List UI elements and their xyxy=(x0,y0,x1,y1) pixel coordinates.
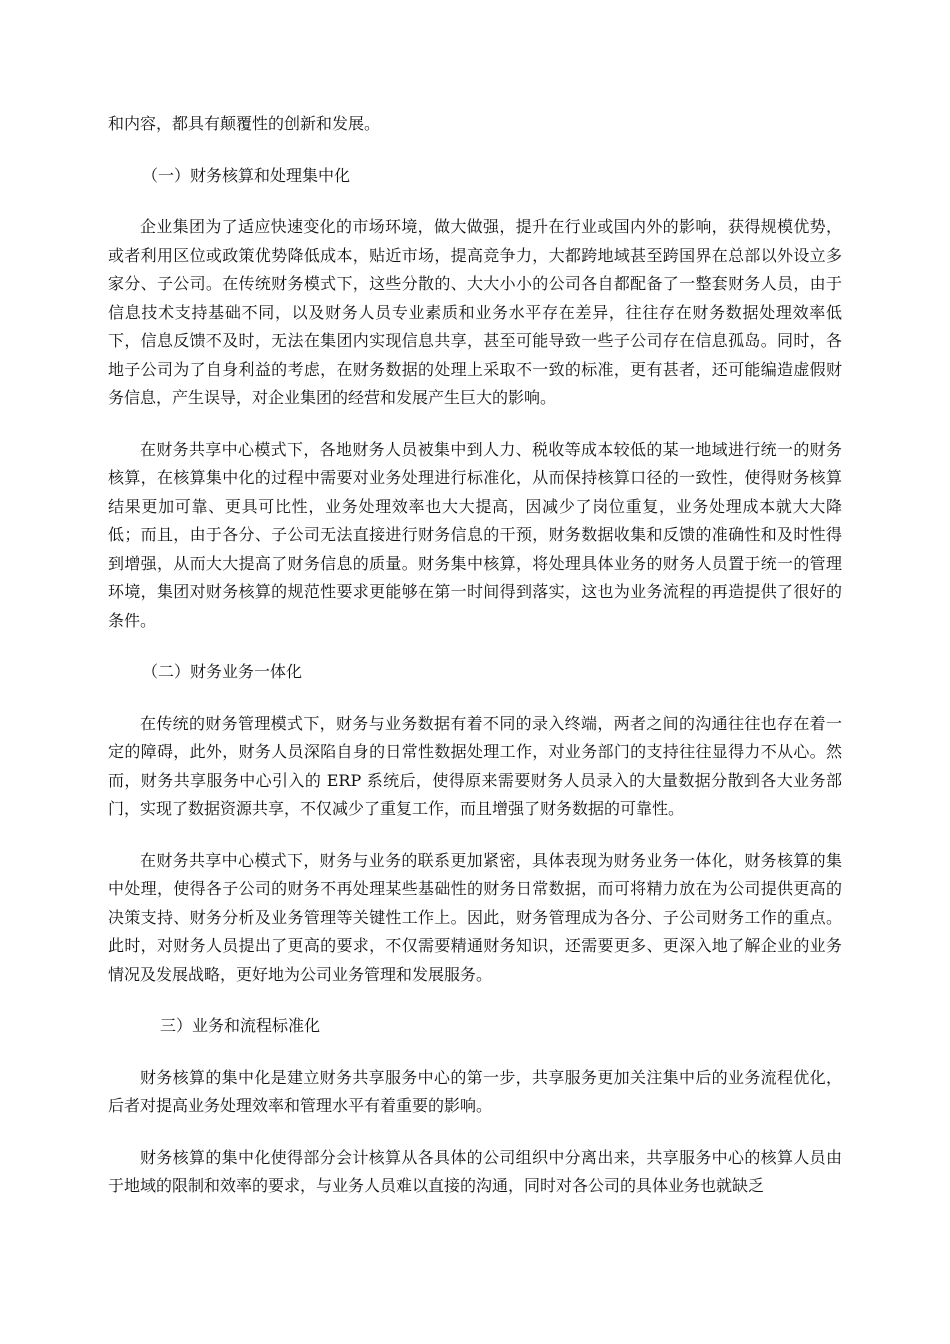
section-heading-2: （二）财务业务一体化 xyxy=(142,662,303,681)
section2-paragraph-2: 在财务共享中心模式下，财务与业务的联系更加紧密，具体表现为财务业务一体化，财务核算的集中处理，使得各子公司的财务不再处理某些基础性的财务日常数据，而可将精力放在为公司提供更高的决策支持、财务分析及业务管理等关键性工作上。因此，财务管理成为各分、子公司财务工作的重点。此时，对财务人员提出了更高的要求，不仅需要精通财务知识，还需要更多、更深入地了解企业的业务情况及发展战略，更好地为公司业务管理和发展服务。 xyxy=(108,850,842,984)
opening-paragraph: 和内容，都具有颠覆性的创新和发展。 xyxy=(108,114,381,133)
document-page xyxy=(108,110,842,1224)
section2-paragraph-1: 在传统的财务管理模式下，财务与业务数据有着不同的录入终端，两者之间的沟通往往也存在着一定的障碍，此外，财务人员深陷自身的日常性数据处理工作，对业务部门的支持往往显得力不从心。然而，财务共享服务中心引入的 ERP 系统后，使得原来需要财务人员录入的大量数据分散到各大业务部门，实现了数据资源共享，不仅减少了重复工作，而且增强了财务数据的可靠性。 xyxy=(108,713,842,818)
section1-paragraph-1: 企业集团为了适应快速变化的市场环境，做大做强，提升在行业或国内外的影响，获得规模优势，或者利用区位或政策优势降低成本，贴近市场，提高竞争力，大都跨地域甚至跨国界在总部以外设立多家分、子公司。在传统财务模式下，这些分散的、大大小小的公司各自都配备了一整套财务人员，由于信息技术支持基础不同，以及财务人员专业素质和业务水平存在差异，往往存在财务数据处理效率低下，信息反馈不及时，无法在集团内实现信息共享，甚至可能导致一些子公司存在信息孤岛。同时，各地子公司为了自身利益的考虑，在财务数据的处理上采取不一致的标准，更有甚者，还可能编造虚假财务信息，产生误导，对企业集团的经营和发展产生巨大的影响。 xyxy=(108,217,842,407)
section-heading-1: （一）财务核算和处理集中化 xyxy=(142,165,351,185)
section1-paragraph-2: 在财务共享中心模式下，各地财务人员被集中到人力、税收等成本较低的某一地域进行统一的财务核算，在核算集中化的过程中需要对业务处理进行标准化，从而保持核算口径的一致性，使得财务核算结果更加可靠、更具可比性，业务处理效率也大大提高，因减少了岗位重复，业务处理成本就大大降低；而且，由于各分、子公司无法直接进行财务信息的干预，财务数据收集和反馈的准确性和及时性得到增强，从而大大提高了财务信息的质量。财务集中核算，将处理具体业务的财务人员置于统一的管理环境，集团对财务核算的规范性要求更能够在第一时间得到落实，这也为业务流程的再造提供了很好的条件。 xyxy=(108,439,842,630)
section3-paragraph-1: 财务核算的集中化是建立财务共享服务中心的第一步，共享服务更加关注集中后的业务流程优化，后者对提高业务处理效率和管理水平有着重要的影响。 xyxy=(108,1067,842,1115)
section-heading-3: 三）业务和流程标准化 xyxy=(160,1016,321,1035)
section3-paragraph-2: 财务核算的集中化使得部分会计核算从各具体的公司组织中分离出来，共享服务中心的核算人员由于地域的限制和效率的要求，与业务人员难以直接的沟通，同时对各公司的具体业务也就缺乏 xyxy=(108,1147,842,1195)
